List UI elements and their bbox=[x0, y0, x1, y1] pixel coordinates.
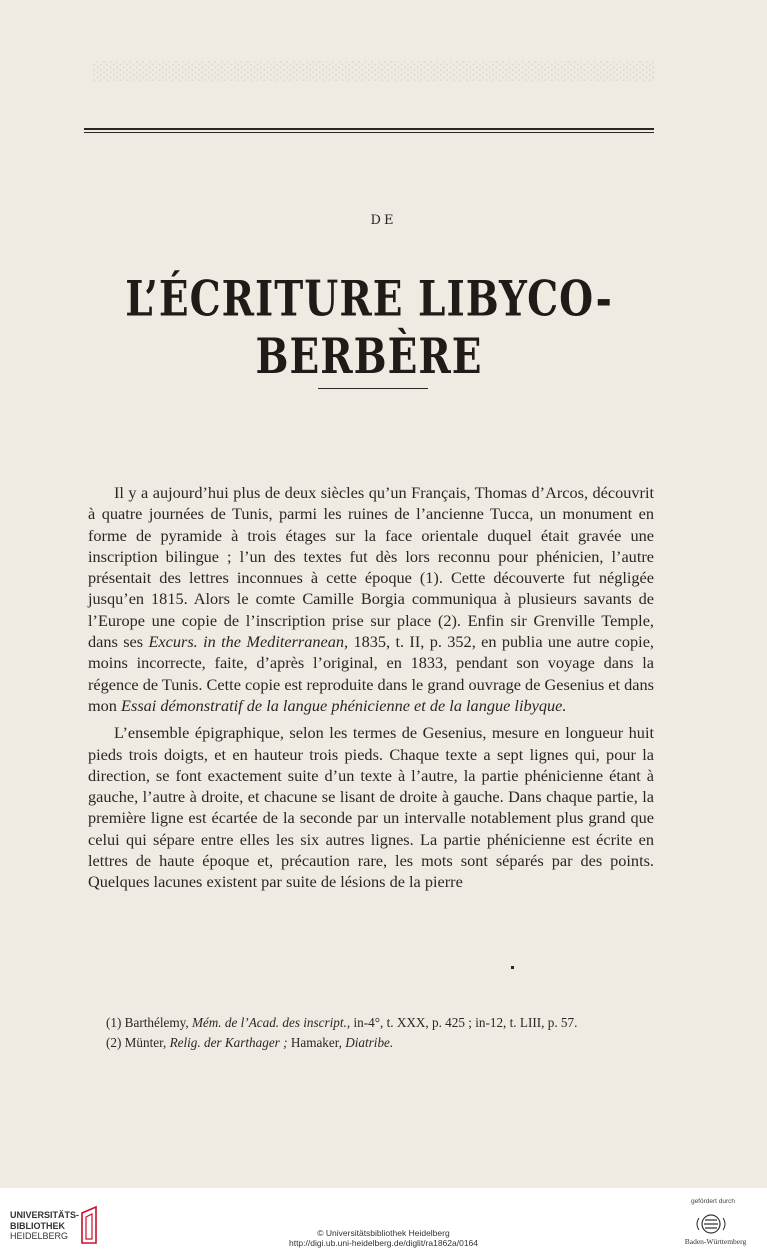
library-line-1: UNIVERSITÄTS- bbox=[10, 1210, 80, 1220]
page-title: L’ÉCRITURE LIBYCO-BERBÈRE bbox=[125, 270, 613, 386]
heading-de: DE bbox=[370, 213, 397, 228]
p1-text-b: 1835, t. II, p. 352, en publia une autre copie, moins incorrecte, faite, d’après l’original, en 1833, pendant son voyage dans la régence de Tunis. Cette copie est reproduite dans le grand ouvrage de Gesenius et dans mon bbox=[88, 632, 655, 715]
fn1-italic: Mém. de l’Acad. des inscript., bbox=[191, 1015, 351, 1030]
copyright-notice bbox=[0, 1228, 767, 1248]
library-line-3: HEIDELBERG bbox=[10, 1231, 69, 1241]
footnote-2 bbox=[88, 1033, 654, 1053]
coat-of-arms-icon bbox=[693, 1212, 729, 1236]
fn2-italic-1: Relig. der Karthager ; bbox=[169, 1034, 288, 1050]
fn1-text-a: (1) Barthélemy, bbox=[106, 1015, 192, 1030]
permalink-url[interactable]: http://digi.ub.uni-heidelberg.de/diglit/ra1862a/0164 bbox=[288, 1238, 479, 1248]
library-line-2: BIBLIOTHEK bbox=[10, 1220, 65, 1231]
p1-italic-title-1: Excurs. in the Mediterranean, bbox=[148, 632, 349, 652]
p1-text-a: Il y a aujourd’hui plus de deux siècles qu’un Français, Thomas d’Arcos, découvrit à quatre journées de Tunis, parmi les ruines de l’ancienne Tucca, un monument en forme de pyramide à trois étages sur la face orientale duquel était gravée une inscription bilingue ; l’un des textes fut dès lors reconnu pour phénicien, l’autre présentait des lettres inconnues à cette époque (1). Cette découverte fut négligée jusqu’en 1815. Alors le comte Camille Borgia communiqua à plusieurs savants de l’Europe une copie de l’inscription prise sur place (2). Enfin sir Grenville Temple, dans ses bbox=[88, 483, 654, 652]
ink-speck bbox=[511, 966, 514, 969]
paragraph-2: L’ensemble épigraphique, selon les termes de Gesenius, mesure en longueur huit pieds trois doigts, et en hauteur trois pieds. Chaque texte a sept lignes qui, pour la direction, se font exactement suite d’un texte à l’autre, la partie phénicienne étant à gauche, l’autre à droite, et chacune se lisant de droite à gauche. Dans chaque partie, la première ligne est écartée de la seconde par un intervalle notablement plus grand que celui qui sépare entre elles les six autres lignes. La partie phénicienne est écrite en lettres de haute époque et, précaution rare, les mots sont séparés par des points. Quelques lacunes existent par suite de lésions de la pierre bbox=[88, 723, 654, 892]
fn2-text-b: Hamaker, bbox=[287, 1034, 346, 1050]
funded-by-label: gefördert durch bbox=[690, 1198, 736, 1205]
header-rule-thin bbox=[84, 132, 654, 133]
fn1-text-b: in-4°, t. XXX, p. 425 ; in-12, t. LIII, p. 57. bbox=[350, 1015, 578, 1030]
paragraph-1 bbox=[88, 482, 654, 716]
header-rule-thick bbox=[84, 128, 654, 130]
footnote-1 bbox=[88, 1013, 654, 1033]
fn2-text-a: (2) Münter, bbox=[106, 1034, 170, 1050]
footnotes bbox=[88, 1013, 654, 1052]
main-text bbox=[88, 482, 654, 893]
bleed-through-text: ░░░░░░░░░░░░░░░░░░░░░░░░░░░░░░░░░░░░░░░░░░░ bbox=[91, 62, 654, 82]
title-divider bbox=[318, 388, 428, 389]
funder-name: Baden-Württemberg bbox=[684, 1237, 747, 1246]
copyright-text: © Universitätsbibliothek Heidelberg bbox=[317, 1228, 450, 1238]
fn2-italic-2: Diatribe. bbox=[345, 1034, 394, 1050]
p1-italic-title-2: Essai démonstratif de la langue phénicienne et de la langue libyque. bbox=[121, 695, 567, 715]
